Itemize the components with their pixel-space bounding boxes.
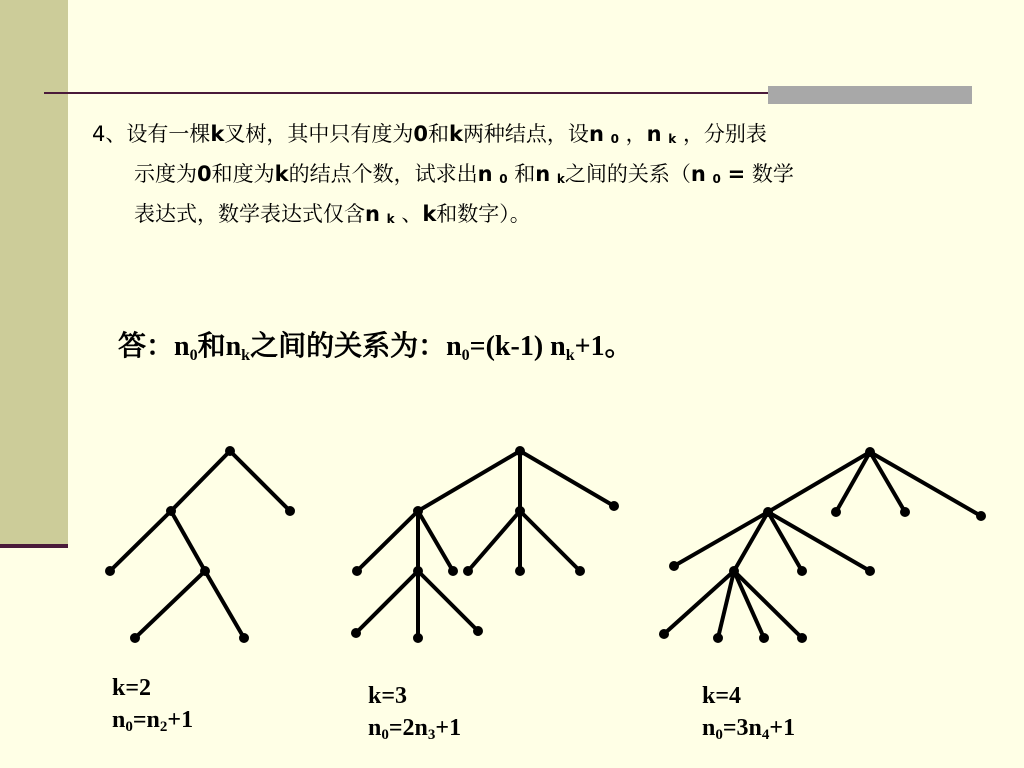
- q2-f: n: [477, 162, 493, 186]
- tree-k4: [659, 447, 986, 643]
- cap0-b: =n: [132, 707, 160, 733]
- q2-k: 之间的关系（: [564, 162, 691, 186]
- caption-k2-formula: [112, 704, 193, 743]
- cap2-b: =3n: [722, 715, 762, 741]
- q1-j: ，: [625, 122, 647, 146]
- answer-sub-2: k: [241, 347, 251, 364]
- q3-f: 和数字）。: [436, 202, 531, 226]
- answer-mid-1: 和n: [197, 331, 242, 362]
- cap2-s2: 4: [761, 727, 770, 743]
- q2-j: k: [556, 172, 565, 186]
- caption-k4-formula: [702, 712, 795, 751]
- q2-b: 0: [197, 162, 212, 186]
- q2-m: 0: [712, 172, 721, 186]
- q3-a: 表达式，数学表达式仅含: [134, 202, 365, 226]
- q1-m: ，分别表: [682, 122, 767, 146]
- q2-o: 数学: [751, 162, 794, 186]
- q1-l: k: [668, 132, 677, 146]
- q2-c: 和度为: [211, 162, 275, 186]
- answer-mid-3: =(k-1) n: [469, 331, 566, 362]
- q2-g: 0: [499, 172, 508, 186]
- q2-d: k: [274, 162, 289, 186]
- q1-c: 叉树，其中只有度为: [224, 122, 414, 146]
- q1-k: n: [646, 122, 662, 146]
- answer-suffix: +1。: [574, 331, 633, 362]
- caption-k2-k: k=2: [112, 675, 152, 701]
- caption-k3: [368, 680, 461, 751]
- q1-d: 0: [413, 122, 428, 146]
- q3-c: k: [386, 212, 395, 226]
- q2-h: 和: [514, 162, 536, 186]
- cap2-a: n: [702, 715, 716, 741]
- answer-sub-1: 0: [189, 347, 198, 364]
- q3-d: 、: [401, 202, 423, 226]
- q2-n: =: [727, 162, 746, 186]
- q2-a: 示度为: [134, 162, 197, 186]
- q3-e: k: [422, 202, 437, 226]
- caption-k2: [112, 672, 193, 743]
- tree-k2: [105, 446, 295, 643]
- q1-a: 4、设有一棵: [92, 122, 211, 146]
- q2-i: n: [535, 162, 551, 186]
- cap0-s1: 0: [125, 719, 133, 735]
- cap2-s1: 0: [715, 727, 723, 743]
- answer-mid-2: 之间的关系为：n: [250, 331, 462, 362]
- cap1-b: =2n: [388, 715, 428, 741]
- caption-k4-k: k=4: [702, 683, 742, 709]
- cap1-s2: 3: [427, 727, 436, 743]
- cap1-a: n: [368, 715, 382, 741]
- answer-sub-4: k: [565, 347, 575, 364]
- tree-k3: [351, 446, 619, 643]
- q1-i: 0: [610, 132, 619, 146]
- q3-b: n: [365, 202, 380, 226]
- caption-k3-formula: [368, 712, 461, 751]
- q1-g: 两种结点，设: [462, 122, 589, 146]
- cap0-s2: 2: [159, 719, 168, 735]
- caption-k4: [702, 680, 795, 751]
- q1-f: k: [448, 122, 463, 146]
- q2-e: 的结点个数，试求出: [288, 162, 478, 186]
- caption-k3-k: k=3: [368, 683, 408, 709]
- cap0-c: +1: [167, 707, 194, 733]
- cap0-a: n: [112, 707, 126, 733]
- cap1-s1: 0: [381, 727, 389, 743]
- cap1-c: +1: [435, 715, 462, 741]
- answer-sub-3: 0: [461, 347, 470, 364]
- q1-b: k: [210, 122, 225, 146]
- q2-l: n: [690, 162, 706, 186]
- q1-h: n: [588, 122, 604, 146]
- cap2-c: +1: [769, 715, 796, 741]
- answer-prefix: 答：n: [118, 331, 190, 362]
- q1-e: 和: [427, 122, 449, 146]
